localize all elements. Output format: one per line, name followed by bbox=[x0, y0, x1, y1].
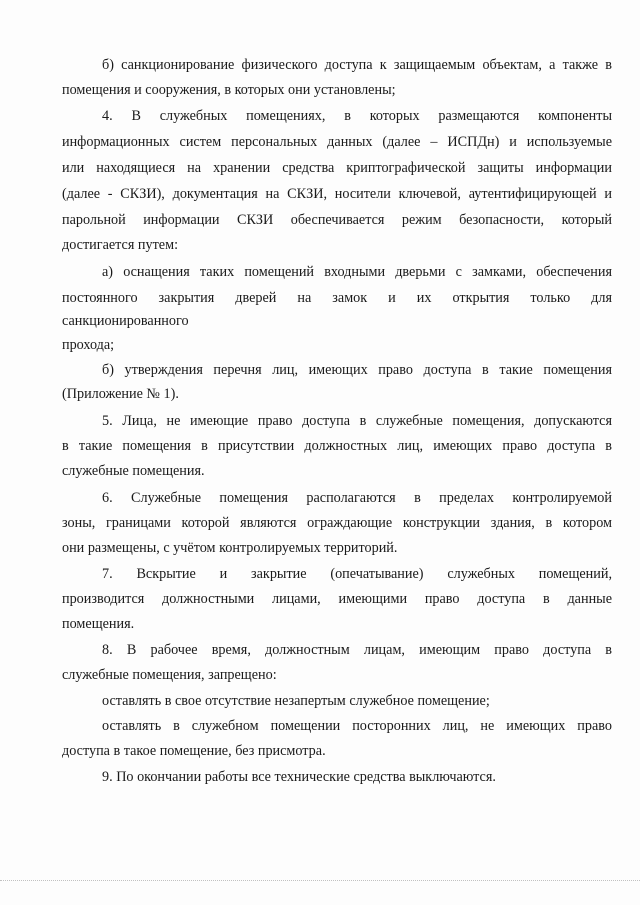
text-line: санкционированного bbox=[62, 313, 189, 329]
text-line: служебные помещения. bbox=[62, 463, 205, 479]
text-line: помещения. bbox=[62, 616, 135, 632]
text-line: (далее - СКЗИ), документация на СКЗИ, носители ключевой, аутентифицирующей и bbox=[62, 186, 612, 202]
text-line: оставлять в свое отсутствие незапертым служебное помещение; bbox=[102, 693, 490, 709]
text-line: парольной информации СКЗИ обеспечивается режим безопасности, который bbox=[62, 212, 612, 228]
text-line: б) утверждения перечня лиц, имеющих право доступа в такие помещения bbox=[102, 362, 612, 378]
text-line: достигается путем: bbox=[62, 237, 179, 253]
text-line: 4. В служебных помещениях, в которых размещаются компоненты bbox=[102, 108, 612, 124]
text-line: 6. Служебные помещения располагаются в пределах контролируемой bbox=[102, 490, 612, 506]
text-line: зоны, границами которой являются ограждающие конструкции здания, в котором bbox=[62, 515, 612, 531]
text-line: помещения и сооружения, в которых они установлены; bbox=[62, 82, 396, 98]
text-line: оставлять в служебном помещении посторонних лиц, не имеющих право bbox=[102, 718, 612, 734]
text-line: 7. Вскрытие и закрытие (опечатывание) служебных помещений, bbox=[102, 566, 612, 582]
scan-edge-line bbox=[0, 880, 640, 884]
text-line: информационных систем персональных данных (далее – ИСПДн) и используемые bbox=[62, 134, 612, 150]
text-line: б) санкционирование физического доступа к защищаемым объектам, а также в bbox=[102, 57, 612, 73]
text-line: производится должностными лицами, имеющими право доступа в данные bbox=[62, 591, 612, 607]
text-line: в такие помещения в присутствии должностных лиц, имеющих право доступа в bbox=[62, 438, 612, 454]
text-line: 8. В рабочее время, должностным лицам, имеющим право доступа в bbox=[102, 642, 612, 658]
text-line: постоянного закрытия дверей на замок и их открытия только для bbox=[62, 290, 612, 306]
text-line: 9. По окончании работы все технические средства выключаются. bbox=[102, 769, 496, 785]
text-line: (Приложение № 1). bbox=[62, 386, 179, 402]
text-line: а) оснащения таких помещений входными дверьми с замками, обеспечения bbox=[102, 264, 612, 280]
text-line: доступа в такое помещение, без присмотра. bbox=[62, 743, 326, 759]
text-line: служебные помещения, запрещено: bbox=[62, 667, 277, 683]
text-line: они размещены, с учётом контролируемых территорий. bbox=[62, 540, 398, 556]
text-line: 5. Лица, не имеющие право доступа в служебные помещения, допускаются bbox=[102, 413, 612, 429]
text-line: или находящиеся на хранении средства криптографической защиты информации bbox=[62, 160, 612, 176]
text-line: прохода; bbox=[62, 337, 115, 353]
